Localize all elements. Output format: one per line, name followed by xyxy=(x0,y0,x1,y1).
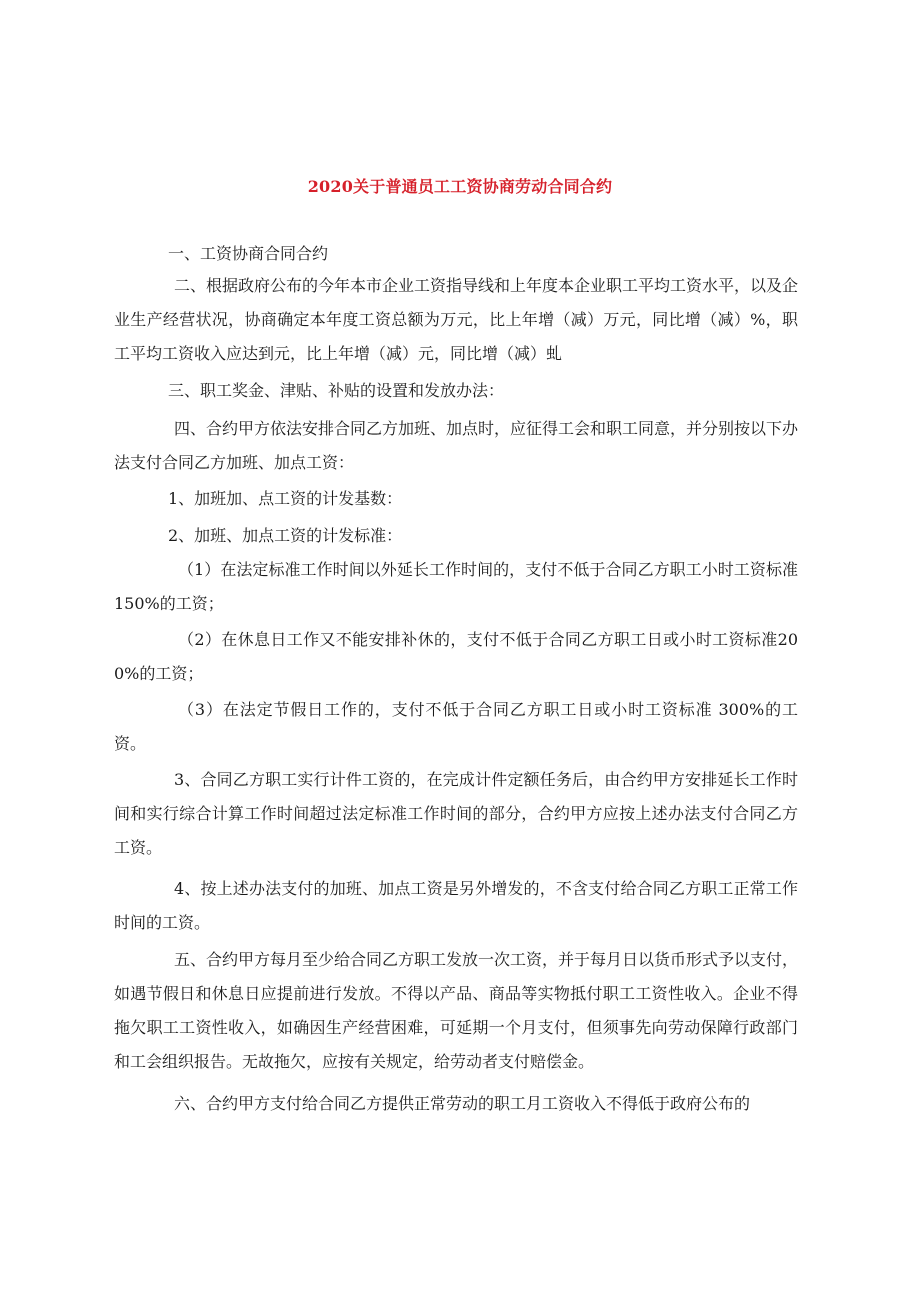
paragraph-12: 五、合约甲方每月至少给合同乙方职工发放一次工资，并于每月日以货币形式予以支付，如遇节假日和休息日应提前进行发放。不得以产品、商品等实物抵付职工工资性收入。企业不得拖欠职工工资性收入，如确因生产经营困难，可延期一个月支付，但须事先向劳动保障行政部门和工会组织报告。无故拖欠，应按有关规定，给劳动者支付赔偿金。 xyxy=(114,950,799,1071)
paragraph-9: （3）在法定节假日工作的，支付不低于合同乙方职工日或小时工资标准 300%的工资。 xyxy=(114,700,798,753)
paragraph-2: 二、根据政府公布的今年本市企业工资指导线和上年度本企业职工平均工资水平，以及企业生产经营状况，协商确定本年度工资总额为万元，比上年增（减）万元，同比增（减）%，职工平均工资收入应达到元，比上年增（减）元，同比增（减）虬 xyxy=(114,276,799,363)
document-title: 2020关于普通员工工资协商劳动合同合约 xyxy=(307,177,613,196)
paragraph-6: 2、加班、加点工资的计发标准： xyxy=(168,526,403,545)
paragraph-7: （1）在法定标准工作时间以外延长工作时间的，支付不低于合同乙方职工小时工资标准 150%的工资； xyxy=(114,560,798,613)
paragraph-3: 三、职工奖金、津贴、补贴的设置和发放办法： xyxy=(168,381,505,400)
paragraph-11: 4、按上述办法支付的加班、加点工资是另外增发的，不含支付给合同乙方职工正常工作时间的工资。 xyxy=(114,879,798,932)
paragraph-4: 四、合约甲方依法安排合同乙方加班、加点时，应征得工会和职工同意，并分别按以下办法支付合同乙方加班、加点工资： xyxy=(114,419,799,472)
paragraph-8: （2）在休息日工作又不能安排补休的，支付不低于合同乙方职工日或小时工资标准200%的工资； xyxy=(114,630,798,683)
paragraph-1: 一、工资协商合同合约 xyxy=(168,244,329,263)
paragraph-10: 3、合同乙方职工实行计件工资的，在完成计件定额任务后，由合约甲方安排延长工作时间和实行综合计算工作时间超过法定标准工作时间的部分，合约甲方应按上述办法支付合同乙方工资。 xyxy=(114,770,798,857)
paragraph-13: 六、合约甲方支付给合同乙方提供正常劳动的职工月工资收入不得低于政府公布的 xyxy=(174,1094,751,1113)
paragraph-5: 1、加班加、点工资的计发基数： xyxy=(168,489,403,508)
